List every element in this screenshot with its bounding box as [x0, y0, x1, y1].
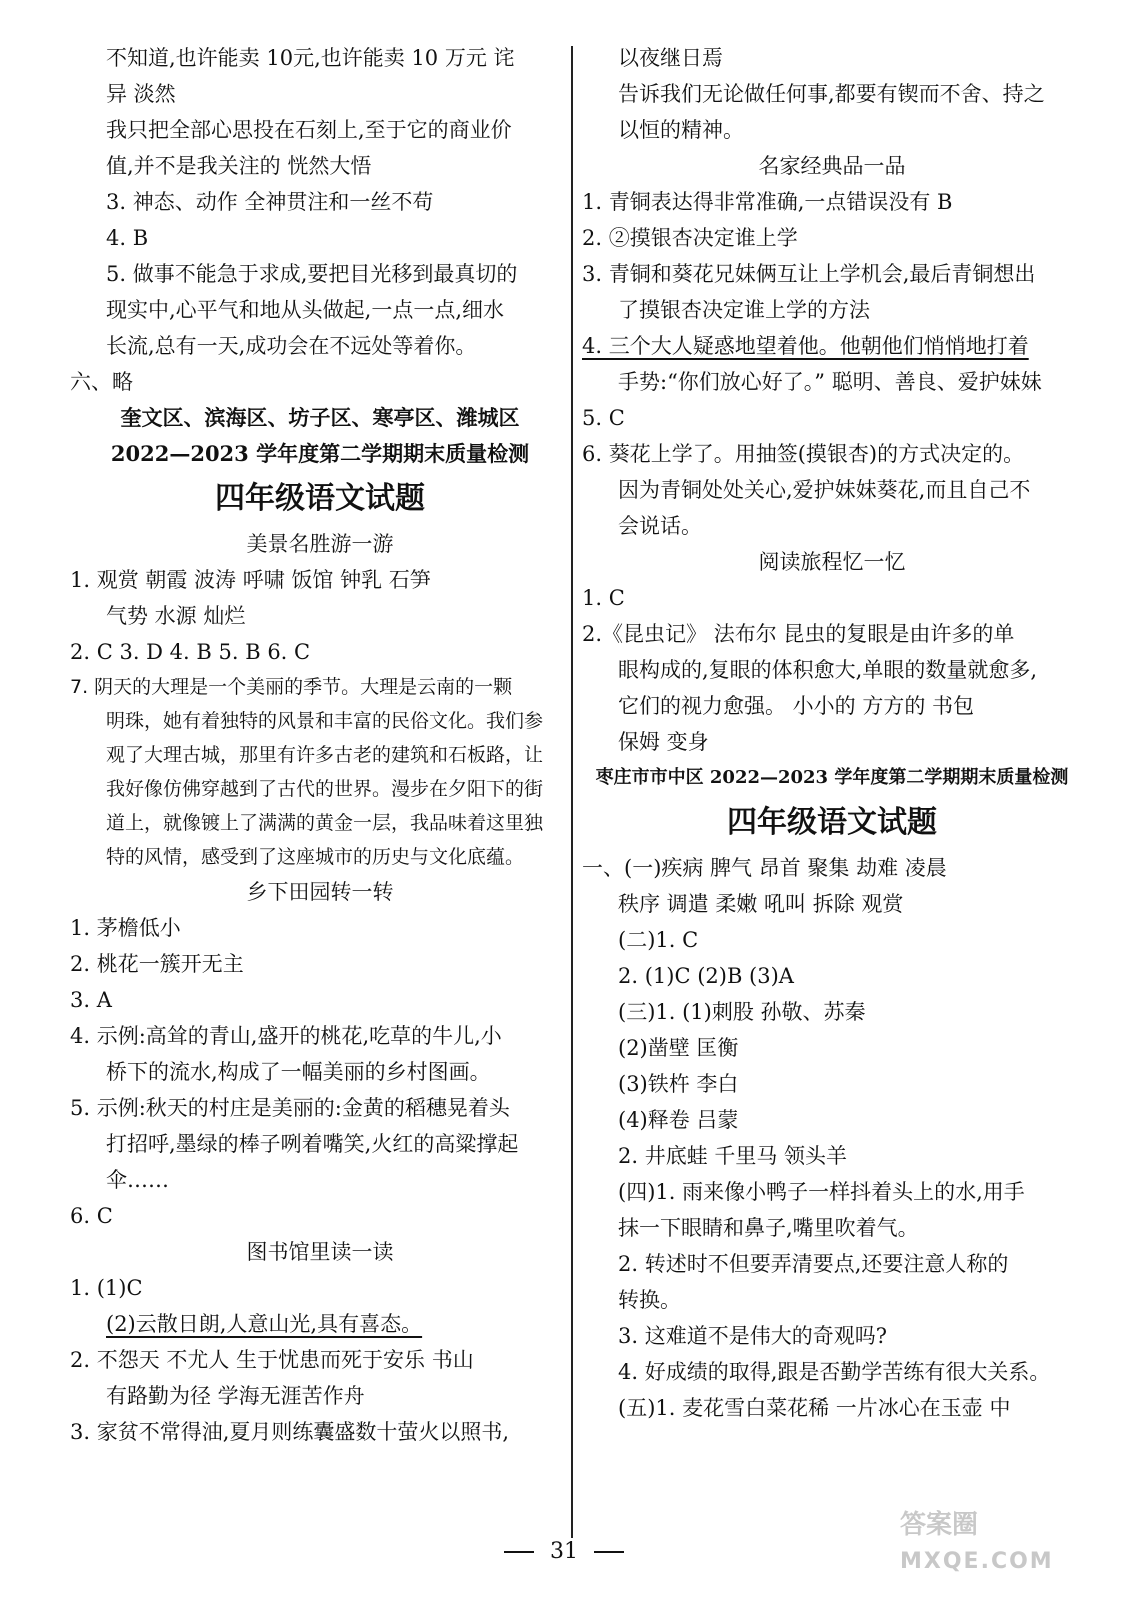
line-text: 秩序 调遣 柔嫩 吼叫 拆除 观赏 — [618, 892, 904, 916]
answer-line — [582, 1174, 1082, 1210]
answer-line — [70, 670, 570, 704]
line-text: (二)1. C — [618, 928, 699, 952]
answer-line — [70, 148, 570, 184]
section-heading — [70, 1234, 570, 1270]
page-number-dash-left — [504, 1551, 534, 1553]
line-text: 枣庄市市中区 2022—2023 学年度第二学期期末质量检测 — [595, 767, 1069, 788]
answer-line — [582, 1066, 1082, 1102]
line-text: 六、略 — [70, 370, 133, 394]
right-column — [582, 40, 1082, 1426]
line-text: 打招呼,墨绿的棒子咧着嘴笑,火红的高粱撑起 — [106, 1132, 519, 1156]
section-heading — [70, 400, 570, 436]
line-text: 伞…… — [106, 1168, 169, 1192]
answer-line — [70, 184, 570, 220]
line-text: 道上，就像镀上了满满的黄金一层，我品味着这里独 — [106, 812, 544, 834]
answer-line — [70, 364, 570, 400]
line-text: 1. 青铜表达得非常准确,一点错误没有 B — [582, 190, 953, 214]
line-text: 四年级语文试题 — [727, 805, 937, 840]
answer-line — [582, 850, 1082, 886]
answer-line — [70, 1162, 570, 1198]
answer-line — [70, 598, 570, 634]
answer-line — [582, 922, 1082, 958]
section-heading — [582, 760, 1082, 796]
answer-line — [70, 256, 570, 292]
line-text: 眼构成的,复眼的体积愈大,单眼的数量就愈多, — [618, 658, 1038, 682]
answer-line — [582, 1354, 1082, 1390]
line-text: 长流,总有一天,成功会在不远处等着你。 — [106, 334, 477, 358]
answer-line — [582, 256, 1082, 292]
section-heading — [70, 436, 570, 472]
line-text: 了摸银杏决定谁上学的方法 — [618, 298, 870, 322]
answer-line — [70, 1090, 570, 1126]
line-text: 5. 示例:秋天的村庄是美丽的:金黄的稻穗晃着头 — [70, 1096, 510, 1120]
answer-line — [582, 580, 1082, 616]
answer-line — [70, 910, 570, 946]
line-text: (三)1. (1)刺股 孙敬、苏秦 — [618, 1000, 866, 1024]
line-text: 告诉我们无论做任何事,都要有锲而不舍、持之 — [618, 82, 1045, 106]
line-text: 阅读旅程忆一忆 — [758, 550, 906, 574]
answer-line — [582, 472, 1082, 508]
answer-line — [70, 328, 570, 364]
line-text: 以夜继日焉 — [618, 46, 723, 70]
answer-line — [70, 1378, 570, 1414]
line-text: 桥下的流水,构成了一幅美丽的乡村图画。 — [106, 1060, 491, 1084]
line-text: 我只把全部心思投在石刻上,至于它的商业价 — [106, 118, 512, 142]
answer-line — [582, 1210, 1082, 1246]
line-text: 2.《昆虫记》 法布尔 昆虫的复眼是由许多的单 — [582, 622, 1015, 646]
line-text: (3)铁杵 李白 — [618, 1072, 739, 1096]
answer-line — [70, 1414, 570, 1450]
line-text: 5. C — [582, 406, 625, 430]
line-text: 美景名胜游一游 — [246, 532, 394, 556]
answer-line — [582, 994, 1082, 1030]
answer-line — [70, 1306, 570, 1342]
line-text: 6. 葵花上学了。用抽签(摸银杏)的方式决定的。 — [582, 442, 1025, 466]
section-heading — [70, 526, 570, 562]
line-text: 图书馆里读一读 — [246, 1240, 394, 1264]
answer-line — [582, 328, 1082, 364]
line-text: 5. 做事不能急于求成,要把目光移到最真切的 — [106, 262, 518, 286]
section-title — [70, 472, 570, 526]
section-title — [582, 796, 1082, 850]
line-text: 特的风情，感受到了这座城市的历史与文化底蕴。 — [106, 846, 525, 868]
answer-line — [582, 1102, 1082, 1138]
answer-line — [582, 724, 1082, 760]
line-text: 2. 井底蛙 千里马 领头羊 — [618, 1144, 848, 1168]
answer-line — [70, 946, 570, 982]
answer-line — [582, 184, 1082, 220]
line-text: 观了大理古城，那里有许多古老的建筑和石板路，让 — [106, 744, 544, 766]
left-column — [70, 40, 570, 1450]
line-text: 1. 观赏 朝霞 波涛 呼啸 饭馆 钟乳 石笋 — [70, 568, 431, 592]
line-text: 3. 神态、动作 全神贯注和一丝不苟 — [106, 190, 434, 214]
line-text: (四)1. 雨来像小鸭子一样抖着头上的水,用手 — [618, 1180, 1025, 1204]
answer-line — [582, 886, 1082, 922]
answer-line — [582, 1246, 1082, 1282]
answer-line — [582, 1138, 1082, 1174]
line-text: (4)释卷 吕蒙 — [618, 1108, 739, 1132]
line-text: 1. C — [582, 586, 625, 610]
line-text: 现实中,心平气和地从头做起,一点一点,细水 — [106, 298, 505, 322]
watermark-line2: MXQE.COM — [900, 1549, 1054, 1574]
line-text: 四年级语文试题 — [215, 481, 425, 516]
line-text: 转换。 — [618, 1288, 681, 1312]
answer-line — [582, 364, 1082, 400]
watermark-line1: 答案圈 — [900, 1510, 979, 1540]
line-text: 2. (1)C (2)B (3)A — [618, 964, 794, 988]
answer-line — [70, 806, 570, 840]
answer-line — [582, 688, 1082, 724]
answer-line — [70, 220, 570, 256]
answer-line — [582, 400, 1082, 436]
line-text: 保姆 变身 — [618, 730, 709, 754]
watermark — [900, 1505, 1100, 1589]
answer-line — [70, 40, 570, 76]
line-text: 2. ②摸银杏决定谁上学 — [582, 226, 798, 250]
line-text: 1. 茅檐低小 — [70, 916, 181, 940]
answer-line — [582, 292, 1082, 328]
answer-line — [582, 508, 1082, 544]
answer-line — [582, 40, 1082, 76]
line-text: 它们的视力愈强。 小小的 方方的 书包 — [618, 694, 975, 718]
line-text: 名家经典品一品 — [758, 154, 906, 178]
line-text: 2. C 3. D 4. B 5. B 6. C — [70, 640, 311, 664]
answer-line — [70, 292, 570, 328]
answer-line — [70, 840, 570, 874]
line-text: 奎文区、滨海区、坊子区、寒亭区、潍城区 — [120, 405, 520, 430]
line-text: (五)1. 麦花雪白菜花稀 一片冰心在玉壶 中 — [618, 1396, 1011, 1420]
line-text: 7. 阴天的大理是一个美丽的季节。大理是云南的一颗 — [70, 676, 513, 698]
line-text: 以恒的精神。 — [618, 118, 744, 142]
answer-line — [70, 1198, 570, 1234]
line-text: 3. A — [70, 988, 112, 1012]
answer-line — [70, 1126, 570, 1162]
answer-line — [582, 220, 1082, 256]
line-text: 2022—2023 学年度第二学期期末质量检测 — [110, 441, 530, 466]
line-text: 3. 这难道不是伟大的奇观吗? — [618, 1324, 887, 1348]
line-text: 4. 好成绩的取得,跟是否勤学苦练有很大关系。 — [618, 1360, 1051, 1384]
answer-line — [70, 982, 570, 1018]
line-text: 乡下田园转一转 — [246, 880, 394, 904]
answer-line — [582, 1282, 1082, 1318]
line-text: 有路勤为径 学海无涯苦作舟 — [106, 1384, 365, 1408]
page-number-text: 31 — [550, 1539, 578, 1564]
answer-line — [582, 76, 1082, 112]
answer-line — [70, 1342, 570, 1378]
answer-line — [70, 738, 570, 772]
line-text: 2. 转述时不但要弄清要点,还要注意人称的 — [618, 1252, 1009, 1276]
line-text: 异 淡然 — [106, 82, 176, 106]
answer-line — [582, 436, 1082, 472]
answer-line — [582, 112, 1082, 148]
line-text: 2. 不怨天 不尤人 生于忧患而死于安乐 书山 — [70, 1348, 474, 1372]
line-text: 1. (1)C — [70, 1276, 143, 1300]
answer-line — [70, 76, 570, 112]
answer-line — [70, 634, 570, 670]
line-text: 明珠，她有着独特的风景和丰富的民俗文化。我们参 — [106, 710, 544, 732]
answer-line — [582, 652, 1082, 688]
line-text: 3. 青铜和葵花兄妹俩互让上学机会,最后青铜想出 — [582, 262, 1036, 286]
line-text: 2. 桃花一簇开无主 — [70, 952, 244, 976]
answer-line — [70, 704, 570, 738]
answer-line — [70, 1054, 570, 1090]
answer-line — [582, 616, 1082, 652]
line-text: (2)云散日朗,人意山光,具有喜态。 — [106, 1312, 423, 1336]
line-text: 不知道,也许能卖 10元,也许能卖 10 万元 诧 — [106, 46, 515, 70]
line-text: 会说话。 — [618, 514, 702, 538]
line-text: 4. 三个大人疑惑地望着他。他朝他们悄悄地打着 — [582, 334, 1029, 358]
answer-line — [582, 1318, 1082, 1354]
line-text: 我好像仿佛穿越到了古代的世界。漫步在夕阳下的街 — [106, 778, 544, 800]
section-heading — [70, 874, 570, 910]
line-text: 3. 家贫不常得油,夏月则练囊盛数十萤火以照书, — [70, 1420, 510, 1444]
line-text: 值,并不是我关注的 恍然大悟 — [106, 154, 372, 178]
line-text: 气势 水源 灿烂 — [106, 604, 246, 628]
line-text: (2)凿壁 匡衡 — [618, 1036, 739, 1060]
page-number-dash-right — [594, 1551, 624, 1553]
answer-line — [70, 772, 570, 806]
answer-line — [582, 958, 1082, 994]
section-heading — [582, 148, 1082, 184]
column-divider — [571, 46, 573, 1538]
answer-line — [70, 1018, 570, 1054]
line-text: 因为青铜处处关心,爱护妹妹葵花,而且自己不 — [618, 478, 1031, 502]
answer-line — [70, 112, 570, 148]
line-text: 手势:“你们放心好了。” 聪明、善良、爱护妹妹 — [618, 370, 1042, 394]
section-heading — [582, 544, 1082, 580]
line-text: 4. 示例:高耸的青山,盛开的桃花,吃草的牛儿,小 — [70, 1024, 502, 1048]
answer-line — [582, 1390, 1082, 1426]
answer-line — [582, 1030, 1082, 1066]
line-text: 一、(一)疾病 脾气 昂首 聚集 劫难 凌晨 — [582, 856, 947, 880]
answer-line — [70, 562, 570, 598]
answer-line — [70, 1270, 570, 1306]
line-text: 6. C — [70, 1204, 113, 1228]
line-text: 抹一下眼睛和鼻子,嘴里吹着气。 — [618, 1216, 919, 1240]
line-text: 4. B — [106, 226, 149, 250]
